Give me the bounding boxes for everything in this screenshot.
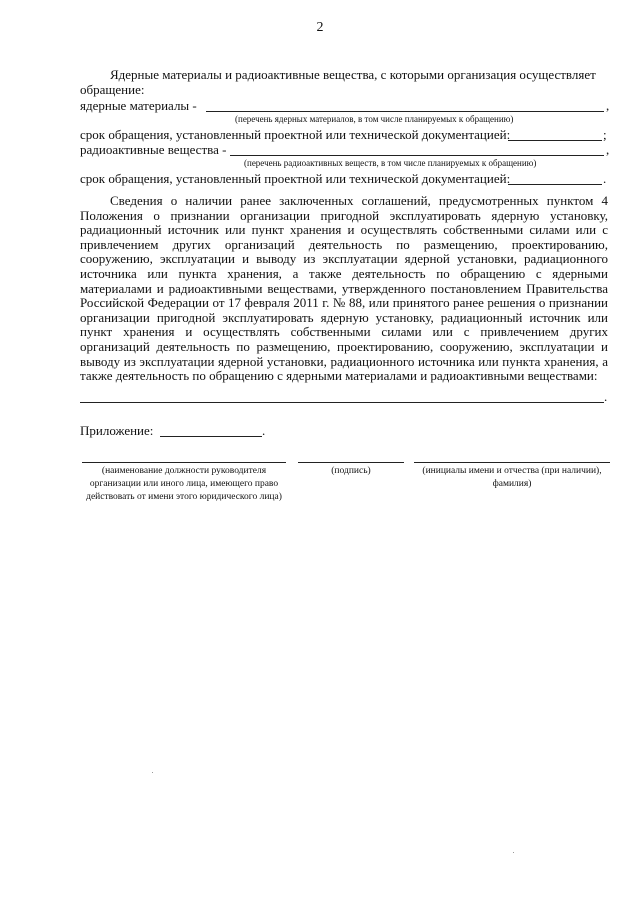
agreements-paragraph (80, 194, 608, 384)
radioactive-substances-label: радиоактивные вещества - (80, 142, 227, 157)
radioactive-substances-hint: (перечень радиоактивных веществ, в том числе планируемых к обращению) (244, 158, 537, 168)
nuclear-materials-label: ядерные материалы - (80, 98, 197, 113)
radioactive-substances-field[interactable] (230, 155, 604, 156)
name-caption: (инициалы имени и отчества (при наличии), фамилия) (422, 466, 602, 489)
position-field[interactable] (82, 462, 286, 463)
attachment-field[interactable] (160, 436, 262, 437)
intro-line-1: Ядерные материалы и радиоактивные вещества, с которыми организация осуществляет (110, 67, 596, 82)
attachment-label: Приложение: (80, 423, 154, 438)
radioactive-substances-end-mark: , (606, 142, 610, 157)
scan-speck (152, 772, 153, 773)
nuclear-term-end-mark: ; (603, 127, 607, 142)
nuclear-materials-end-mark: , (606, 98, 610, 113)
nuclear-materials-field[interactable] (206, 111, 604, 112)
radioactive-term-label: срок обращения, установленный проектной или технической документацией: (80, 171, 511, 186)
attachment-end-mark: . (262, 423, 266, 438)
position-caption: (наименование должности руководителя организации или иного лица, имеющего право действовать от имени этого юридического лица) (86, 466, 282, 502)
agreements-field[interactable] (80, 402, 604, 403)
agreements-paragraph-text: Сведения о наличии ранее заключенных соглашений, предусмотренных пунктом 4 Положения о признании организации пригодной эксплуатировать ядерную установку, радиационный источник или пункт хранения и осуществлять собственными силами или с привлечением других организаций деятельность по размещению, проектированию, сооружению, эксплуатации и выводу из эксплуатации ядерной установки, радиационного источника или пункта хранения, а также деятельность по обращению с ядерными материалами и радиоактивными веществами, утвержденного постановлением Правительства Российской Федерации от 17 февраля 2011 г. № 88, или принятого ранее решения о признании организации пригодной эксплуатировать ядерную установку, радиационный источник или пункт хранения и осуществлять собственными силами или с привлечением других организаций деятельность по размещению, проектированию, сооружению, эксплуатации и выводу из эксплуатации ядерной установки, радиационного источника или пункта хранения, а также деятельность по обращению с ядерными материалами и радиоактивными веществами: (80, 193, 608, 384)
signature-field[interactable] (298, 462, 404, 463)
nuclear-materials-hint: (перечень ядерных материалов, в том числе планируемых к обращению) (235, 114, 514, 124)
radioactive-term-end-mark: . (603, 171, 607, 186)
nuclear-term-label: срок обращения, установленный проектной или технической документацией: (80, 127, 511, 142)
page-number: 2 (316, 20, 324, 35)
radioactive-term-field[interactable] (508, 184, 602, 185)
name-field[interactable] (414, 462, 610, 463)
nuclear-term-field[interactable] (508, 140, 602, 141)
intro-line-2: обращение: (80, 82, 145, 97)
scan-speck (513, 852, 514, 853)
signature-caption: (подпись) (331, 466, 371, 476)
agreements-end-mark: . (604, 389, 608, 404)
